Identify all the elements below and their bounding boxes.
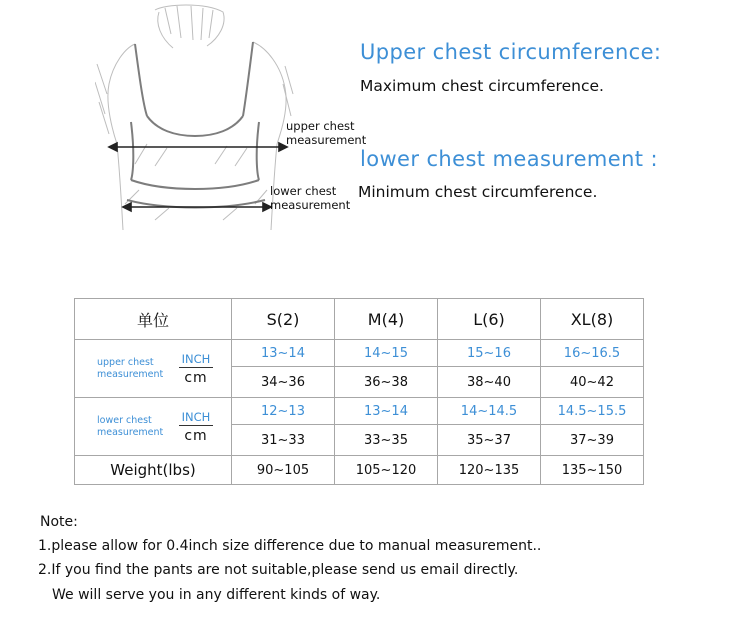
upper-inch-xl: 16~16.5: [541, 340, 644, 367]
upper-chest-title: Upper chest circumference:: [360, 40, 662, 64]
size-m-header: M(4): [335, 299, 438, 340]
upper-chest-description: Maximum chest circumference.: [360, 77, 604, 95]
lower-unit-cm: cm: [184, 427, 208, 444]
weight-s: 90~105: [232, 456, 335, 485]
upper-unit-cm: cm: [184, 369, 208, 386]
lower-cm-s: 31~33: [232, 425, 335, 456]
note-title: Note:: [40, 514, 78, 530]
lower-cm-m: 33~35: [335, 425, 438, 456]
lower-chest-row-label: [75, 398, 232, 456]
upper-inch-l: 15~16: [438, 340, 541, 367]
upper-inch-m: 14~15: [335, 340, 438, 367]
size-header-row: [75, 299, 644, 340]
weight-m: 105~120: [335, 456, 438, 485]
lower-inch-row: [75, 398, 644, 425]
upper-unit-inch: INCH: [181, 351, 211, 366]
lower-chest-description: Minimum chest circumference.: [358, 183, 598, 201]
lower-chest-title: lower chest measurement :: [360, 147, 658, 171]
lower-cm-l: 35~37: [438, 425, 541, 456]
upper-cm-m: 36~38: [335, 367, 438, 398]
size-xl-header: XL(8): [541, 299, 644, 340]
unit-header-cell: 单位: [75, 299, 232, 340]
lower-inch-xl: 14.5~15.5: [541, 398, 644, 425]
lower-chest-figure-label: lower chest measurement: [270, 184, 351, 212]
weight-label: Weight(lbs): [75, 456, 232, 485]
lower-inch-s: 12~13: [232, 398, 335, 425]
size-chart-table: [74, 298, 644, 485]
note-line-3: We will serve you in any different kinds of way.: [52, 587, 381, 603]
lower-chest-label-text: lower chest measurement: [97, 414, 164, 438]
weight-row: [75, 456, 644, 485]
lower-cm-xl: 37~39: [541, 425, 644, 456]
weight-l: 120~135: [438, 456, 541, 485]
upper-chest-figure-label: upper chest measurement: [286, 119, 367, 147]
weight-xl: 135~150: [541, 456, 644, 485]
size-s-header: S(2): [232, 299, 335, 340]
lower-inch-m: 13~14: [335, 398, 438, 425]
note-line-1: 1.please allow for 0.4inch size difference due to manual measurement..: [38, 538, 542, 554]
sports-bra-sketch: [95, 4, 295, 236]
upper-cm-s: 34~36: [232, 367, 335, 398]
upper-cm-xl: 40~42: [541, 367, 644, 398]
unit-divider: [179, 425, 213, 426]
unit-divider: [179, 367, 213, 368]
lower-inch-l: 14~14.5: [438, 398, 541, 425]
note-line-2: 2.If you find the pants are not suitable,please send us email directly.: [38, 562, 519, 578]
upper-inch-s: 13~14: [232, 340, 335, 367]
size-l-header: L(6): [438, 299, 541, 340]
upper-unit-fraction: [179, 352, 213, 386]
upper-chest-label-text: upper chest measurement: [97, 356, 164, 380]
lower-unit-fraction: [179, 410, 213, 444]
upper-cm-l: 38~40: [438, 367, 541, 398]
lower-unit-inch: INCH: [181, 409, 211, 424]
upper-chest-row-label: [75, 340, 232, 398]
upper-inch-row: [75, 340, 644, 367]
